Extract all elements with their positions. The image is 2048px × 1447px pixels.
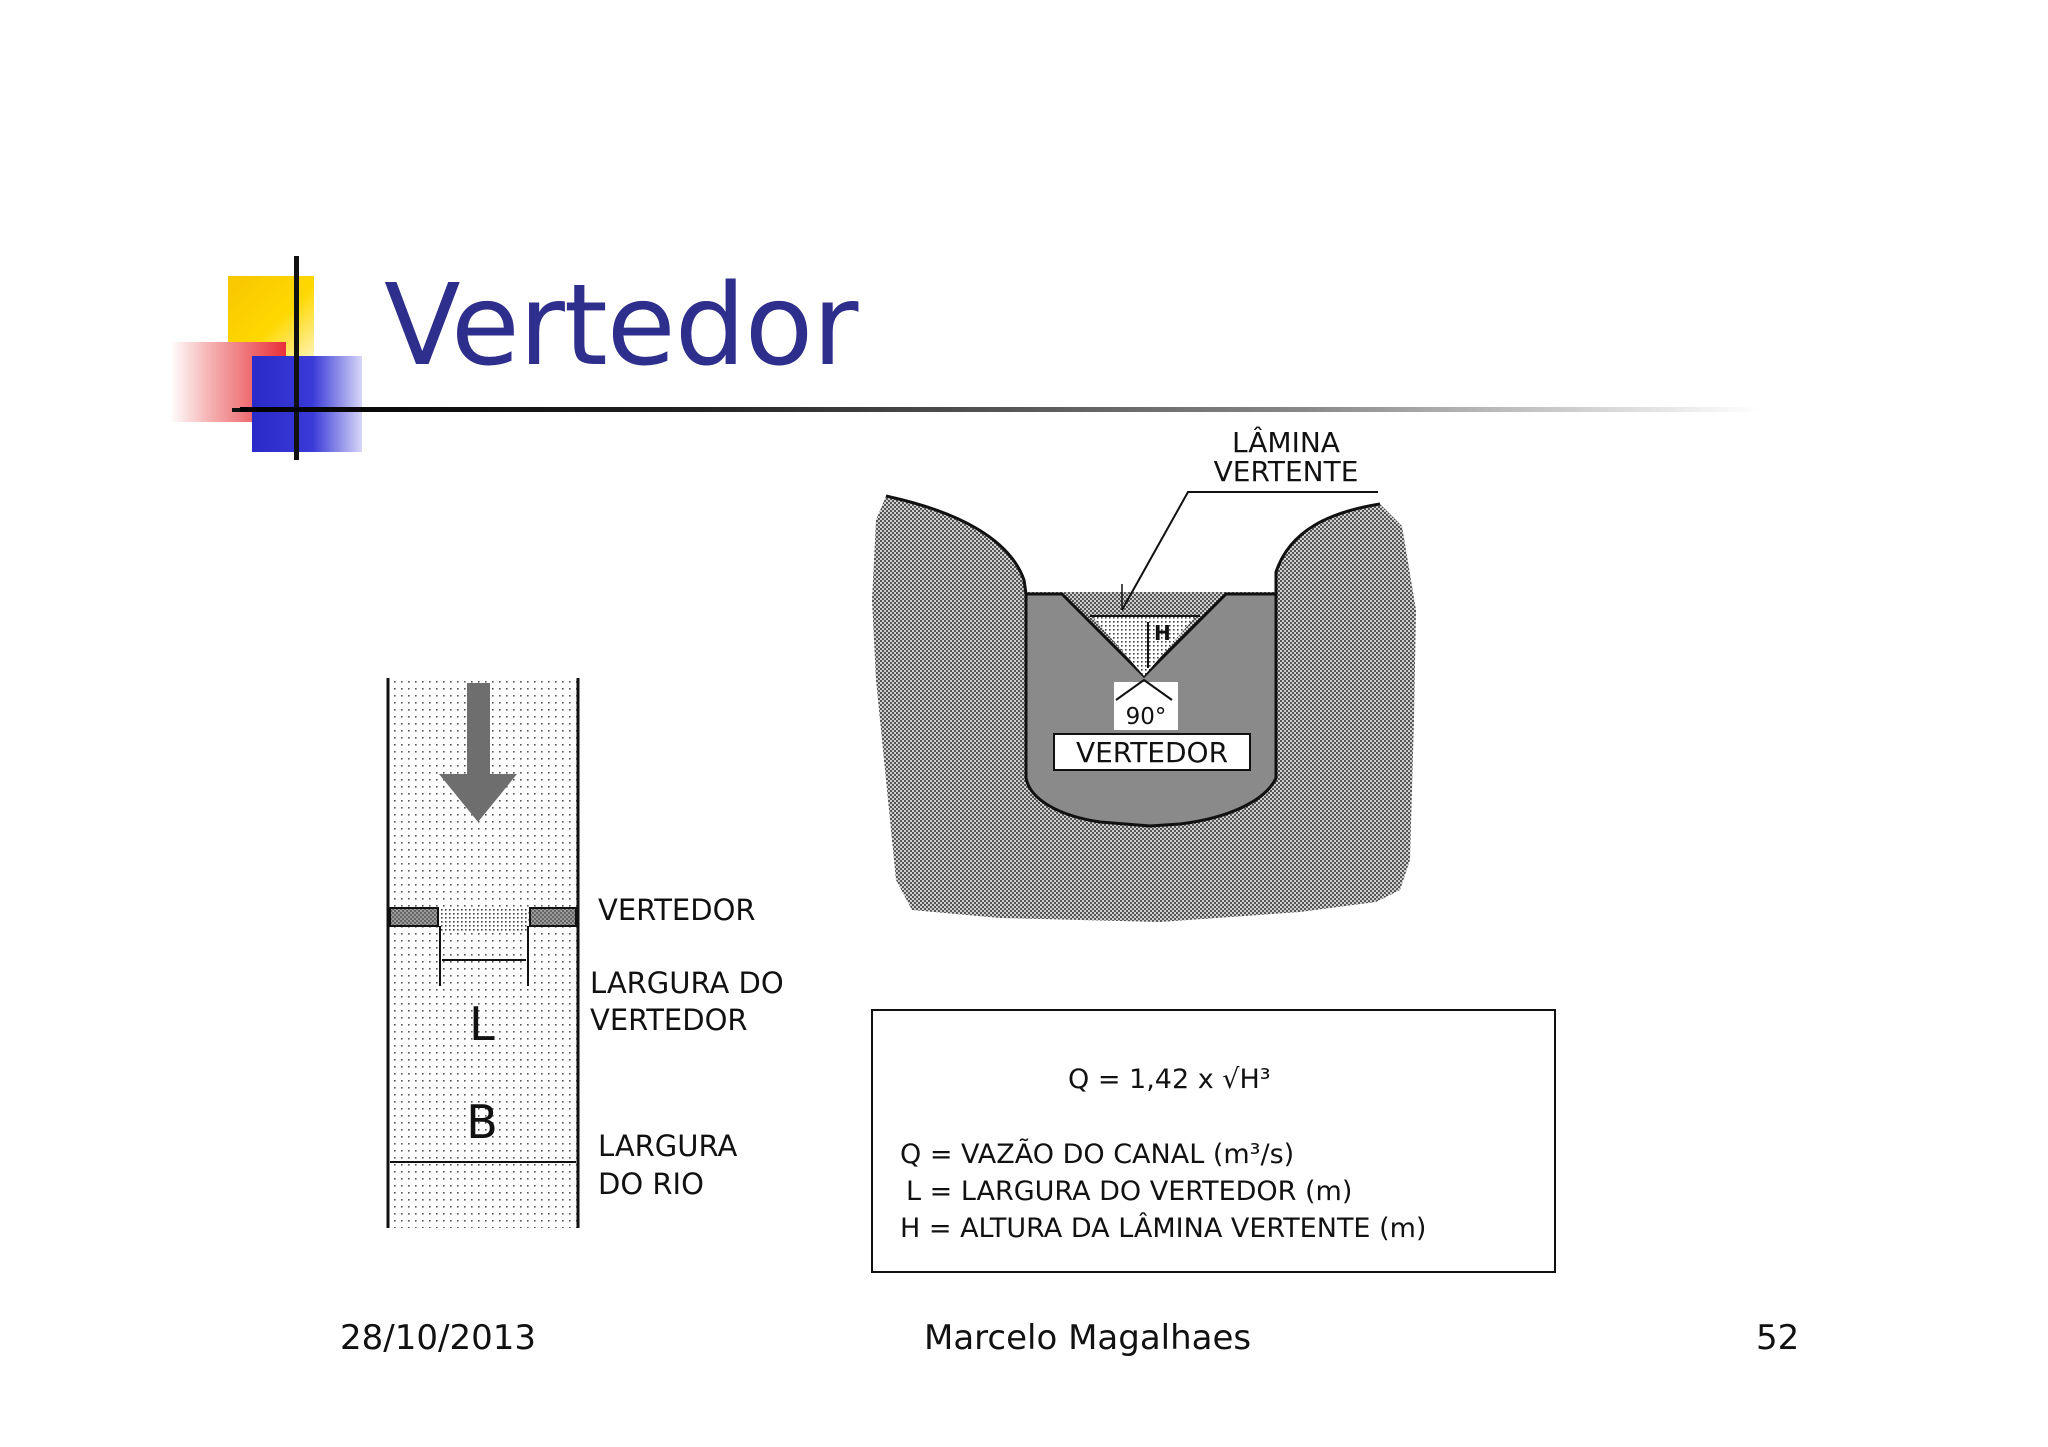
river-width-label-2: DO RIO bbox=[598, 1167, 704, 1201]
weir-opening bbox=[440, 908, 528, 932]
height-letter: H bbox=[1154, 621, 1171, 645]
plan-weir-label: VERTEDOR bbox=[598, 893, 756, 927]
section-diagram bbox=[872, 425, 1416, 922]
river-width-label-1: LARGURA bbox=[598, 1129, 738, 1163]
slide-title: Vertedor bbox=[384, 261, 858, 391]
weir-wall-right bbox=[530, 908, 576, 926]
nappe-label-2: VERTENTE bbox=[1213, 455, 1359, 488]
section-weir-label: VERTEDOR bbox=[1075, 736, 1229, 769]
definition-h: H = ALTURA DA LÂMINA VERTENTE (m) bbox=[900, 1213, 1427, 1244]
letter-L: L bbox=[469, 997, 495, 1051]
footer-page-number: 52 bbox=[1756, 1318, 1800, 1358]
weir-wall-left bbox=[390, 908, 438, 926]
angle-label: 90° bbox=[1125, 704, 1167, 730]
letter-B: B bbox=[466, 1095, 498, 1149]
weir-width-label-1: LARGURA DO bbox=[590, 966, 784, 1000]
definition-q: Q = VAZÃO DO CANAL (m³/s) bbox=[900, 1139, 1295, 1170]
plan-diagram bbox=[388, 678, 784, 1228]
definition-l: L = LARGURA DO VERTEDOR (m) bbox=[906, 1176, 1353, 1207]
nappe-label-1: LÂMINA bbox=[1232, 426, 1340, 459]
formula-box bbox=[872, 1010, 1555, 1272]
formula: Q = 1,42 x √H³ bbox=[1068, 1064, 1271, 1095]
footer-author: Marcelo Magalhaes bbox=[924, 1318, 1252, 1358]
weir-width-label-2: VERTEDOR bbox=[590, 1003, 748, 1037]
footer-date: 28/10/2013 bbox=[340, 1318, 536, 1358]
